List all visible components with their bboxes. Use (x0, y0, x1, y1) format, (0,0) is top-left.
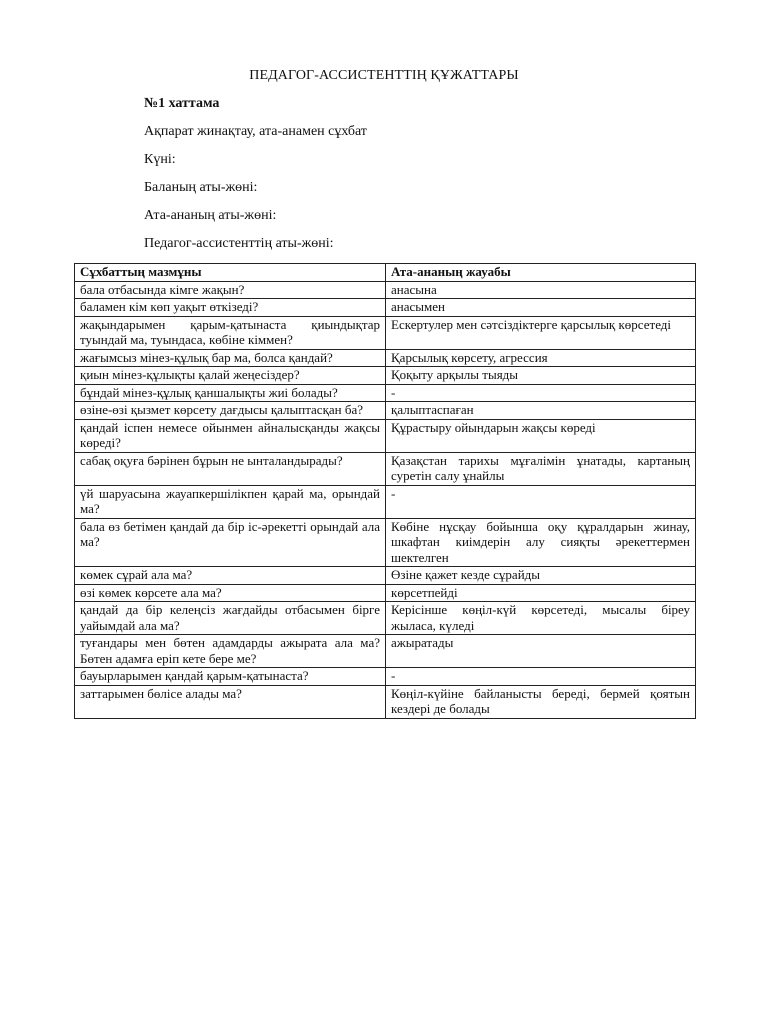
column-header-question: Сұхбаттың мазмұны (75, 264, 386, 282)
question-cell: туғандары мен бөтен адамдарды ажырата ала ма? Бөтен адамға еріп кете бере ме? (75, 635, 386, 668)
question-cell: жағымсыз мінез-құлық бар ма, болса қандай? (75, 349, 386, 367)
question-cell: бала отбасында кімге жақын? (75, 281, 386, 299)
answer-cell: - (386, 668, 696, 686)
answer-cell: анасымен (386, 299, 696, 317)
protocol-number: №1 хаттама (144, 96, 220, 111)
table-row (75, 384, 696, 402)
question-cell: жақындарымен қарым-қатынаста қиындықтар туындай ма, туындаса, көбіне кіммен? (75, 316, 386, 349)
answer-cell: ажыратады (386, 635, 696, 668)
table-row (75, 635, 696, 668)
table-row (75, 685, 696, 718)
table-row (75, 567, 696, 585)
table-row (75, 485, 696, 518)
date-field-label: Күні: (144, 152, 176, 167)
answer-cell: Өзіне қажет кезде сұрайды (386, 567, 696, 585)
table-row (75, 402, 696, 420)
parent-name-field-label: Ата-ананың аты-жөні: (144, 208, 277, 223)
question-cell: өзіне-өзі қызмет көрсету дағдысы қалыптасқан ба? (75, 402, 386, 420)
question-cell: үй шаруасына жауапкершілікпен қарай ма, орындай ма? (75, 485, 386, 518)
document-title: ПЕДАГОГ-АССИСТЕНТТІҢ ҚҰЖАТТАРЫ (249, 68, 519, 83)
question-cell: бұндай мінез-құлық қаншалықты жиі болады? (75, 384, 386, 402)
answer-cell: - (386, 384, 696, 402)
question-cell: бала өз бетімен қандай да бір іс-әрекетті орындай ала ма? (75, 518, 386, 567)
table-row (75, 349, 696, 367)
child-name-field-label: Баланың аты-жөні: (144, 180, 258, 195)
table-row (75, 602, 696, 635)
answer-cell: қалыптаспаған (386, 402, 696, 420)
question-cell: бауырларымен қандай қарым-қатынаста? (75, 668, 386, 686)
question-cell: қиын мінез-құлықты қалай жеңесіздер? (75, 367, 386, 385)
question-cell: сабақ оқуға бәрінен бұрын не ынталандырады? (75, 452, 386, 485)
question-cell: заттарымен бөлісе алады ма? (75, 685, 386, 718)
answer-cell: Қоқыту арқылы тыяды (386, 367, 696, 385)
assistant-name-field-label: Педагог-ассистенттің аты-жөні: (144, 236, 334, 251)
table-row (75, 518, 696, 567)
answer-cell: Керісінше көңіл-күй көрсетеді, мысалы біреу жыласа, күледі (386, 602, 696, 635)
answer-cell: Көңіл-күйіне байланысты береді, бермей қоятын кездері де болады (386, 685, 696, 718)
answer-cell: Көбіне нұсқау бойынша оқу құралдарын жинау, шкафтан киімдерін алу сияқты әрекеттермен шектелген (386, 518, 696, 567)
question-cell: көмек сұрай ала ма? (75, 567, 386, 585)
column-header-answer: Ата-ананың жауабы (386, 264, 696, 282)
answer-cell: Қазақстан тарихы мұғалімін ұнатады, картаның суретін салу ұнайлы (386, 452, 696, 485)
table-row (75, 281, 696, 299)
interview-table (74, 263, 696, 719)
question-cell: қандай да бір келеңсіз жағдайды отбасымен бірге уайымдай ала ма? (75, 602, 386, 635)
answer-cell: көрсетпейді (386, 584, 696, 602)
table-row (75, 668, 696, 686)
table-row (75, 367, 696, 385)
question-cell: қандай іспен немесе ойынмен айналысқанды жақсы көреді? (75, 419, 386, 452)
table-row (75, 316, 696, 349)
answer-cell: Құрастыру ойындарын жақсы көреді (386, 419, 696, 452)
answer-cell: Қарсылық көрсету, агрессия (386, 349, 696, 367)
table-row (75, 452, 696, 485)
protocol-subject: Ақпарат жинақтау, ата-анамен сұхбат (144, 124, 367, 139)
table-row (75, 419, 696, 452)
answer-cell: - (386, 485, 696, 518)
question-cell: баламен кім көп уақыт өткізеді? (75, 299, 386, 317)
answer-cell: Ескертулер мен сәтсіздіктерге қарсылық көрсетеді (386, 316, 696, 349)
answer-cell: анасына (386, 281, 696, 299)
table-row (75, 299, 696, 317)
table-header-row (75, 264, 696, 282)
question-cell: өзі көмек көрсете ала ма? (75, 584, 386, 602)
table-row (75, 584, 696, 602)
